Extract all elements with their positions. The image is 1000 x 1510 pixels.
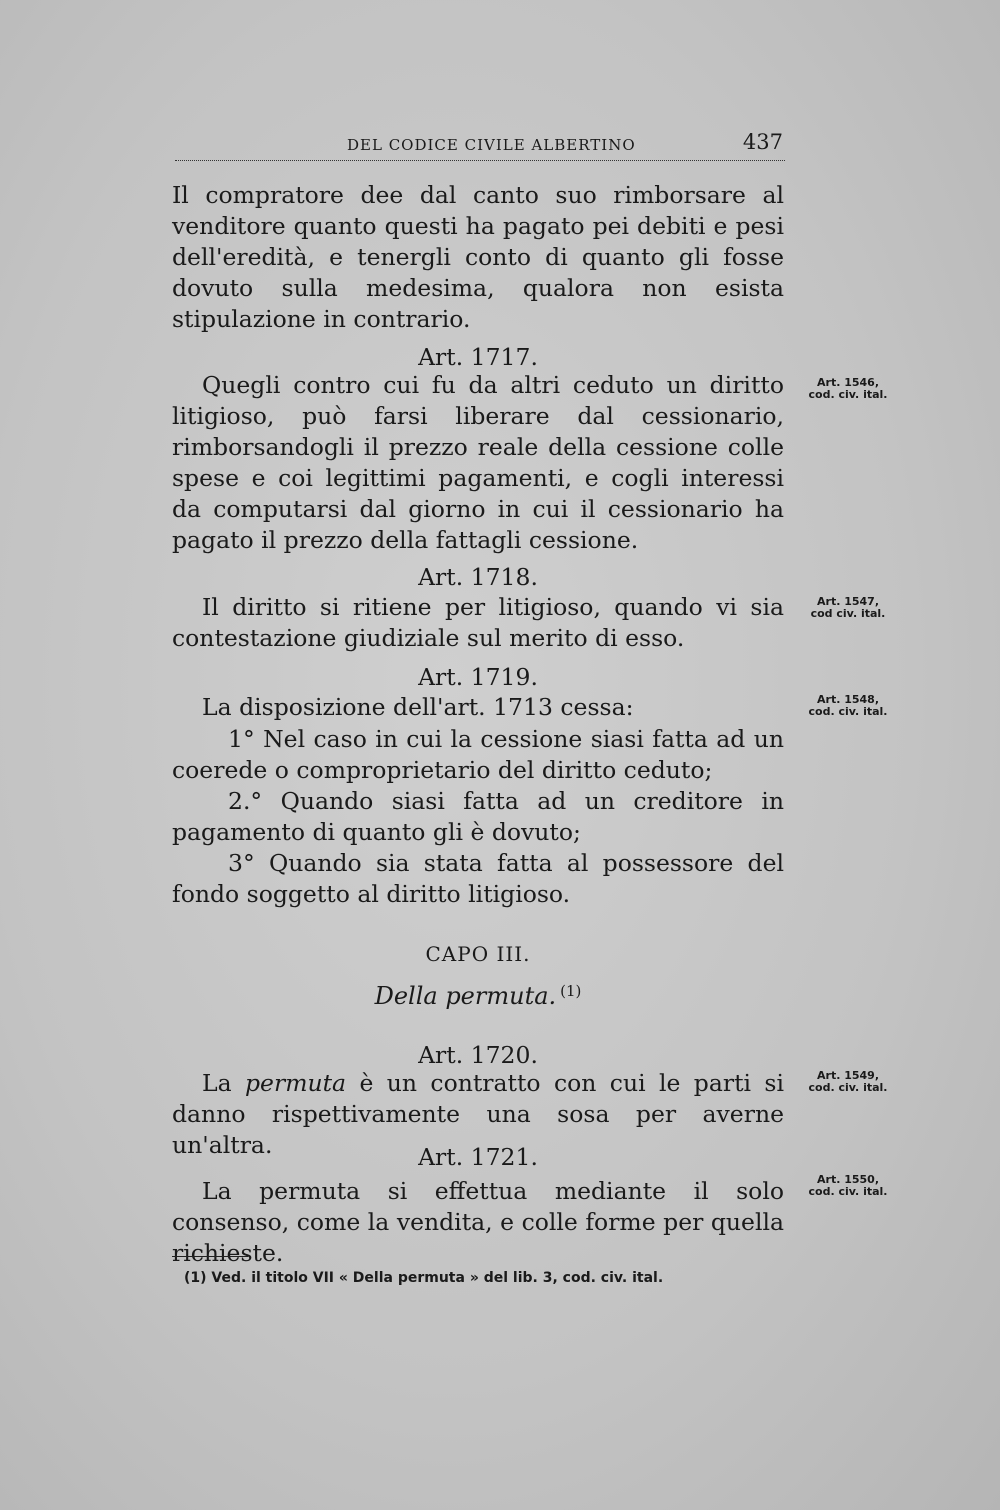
margin-note-code: cod civ. ital. bbox=[810, 607, 886, 620]
article-heading-1719: Art. 1719. bbox=[418, 663, 538, 691]
margin-note-article: Art. 1549, bbox=[817, 1069, 879, 1082]
emphasis-permuta: permuta bbox=[245, 1069, 347, 1097]
paragraph-art-1720-start: La bbox=[202, 1069, 246, 1097]
margin-note-code: cod. civ. ital. bbox=[808, 388, 888, 401]
footnote: (1) Ved. il titolo VII « Della permuta » del lib. 3, cod. civ. ital. bbox=[184, 1270, 664, 1286]
section-title-text: Della permuta. bbox=[374, 982, 557, 1010]
paragraph-art-1720-rest: è un contratto con cui le parti si danno rispettivamente una sosa per averne un'altra. bbox=[172, 1069, 785, 1159]
paragraph-art-1717: Quegli contro cui fu da altri ceduto un diritto litigioso, può farsi liberare dal cessionario, rimborsandogli il prezzo reale della cessione colle spese e coi legittimi pagamenti, e cogli interessi da computarsi dal giorno in cui il cessionario ha pagato il prezzo della fattagli cessione. bbox=[172, 371, 784, 554]
list-item-2: 2.° Quando siasi fatta ad un creditore in pagamento di quanto gli è dovuto; bbox=[172, 787, 784, 846]
list-item-1: 1° Nel caso in cui la cessione siasi fatta ad un coerede o comproprietario del diritto ceduto; bbox=[172, 725, 784, 784]
footnote-separator bbox=[172, 1256, 248, 1257]
margin-note-article: Art. 1547, bbox=[817, 595, 879, 608]
section-title bbox=[172, 982, 784, 1010]
paragraph-art-1721: La permuta si effettua mediante il solo consenso, come la vendita, e colle forme per quella richieste. bbox=[172, 1177, 784, 1267]
running-header bbox=[175, 130, 785, 161]
margin-note bbox=[796, 377, 900, 401]
list-item-3: 3° Quando sia stata fatta al possessore del fondo soggetto al diritto litigioso. bbox=[172, 849, 784, 908]
paragraph-art-1718: Il diritto si ritiene per litigioso, quando vi sia contestazione giudiziale sul merito di esso. bbox=[172, 593, 784, 652]
margin-note bbox=[796, 1174, 900, 1198]
page-number: 437 bbox=[742, 130, 783, 154]
margin-note-code: cod. civ. ital. bbox=[808, 1185, 888, 1198]
margin-note-code: cod. civ. ital. bbox=[808, 705, 888, 718]
margin-note bbox=[796, 596, 900, 620]
margin-note-article: Art. 1546, bbox=[817, 376, 879, 389]
paragraph-art-1719: La disposizione dell'art. 1713 cessa: bbox=[202, 693, 634, 721]
article-heading-1717: Art. 1717. bbox=[418, 343, 538, 371]
running-title: DEL CODICE CIVILE ALBERTINO bbox=[347, 136, 636, 154]
paragraph-buyer-reimbursement: Il compratore dee dal canto suo rimborsare al venditore quanto questi ha pagato pei debiti e pesi dell'eredità, e tenergli conto di quanto gli fosse dovuto sulla medesima, qualora non esista stipulazione in contrario. bbox=[172, 181, 784, 333]
margin-note-article: Art. 1550, bbox=[817, 1173, 879, 1186]
article-heading-1721: Art. 1721. bbox=[418, 1143, 538, 1171]
article-heading-1720: Art. 1720. bbox=[418, 1041, 538, 1069]
margin-note-code: cod. civ. ital. bbox=[808, 1081, 888, 1094]
footnote-reference: (1) bbox=[560, 982, 582, 1000]
margin-note bbox=[796, 1070, 900, 1094]
margin-note-article: Art. 1548, bbox=[817, 693, 879, 706]
chapter-heading: CAPO III. bbox=[425, 942, 531, 966]
article-heading-1718: Art. 1718. bbox=[418, 563, 538, 591]
margin-note bbox=[796, 694, 900, 718]
